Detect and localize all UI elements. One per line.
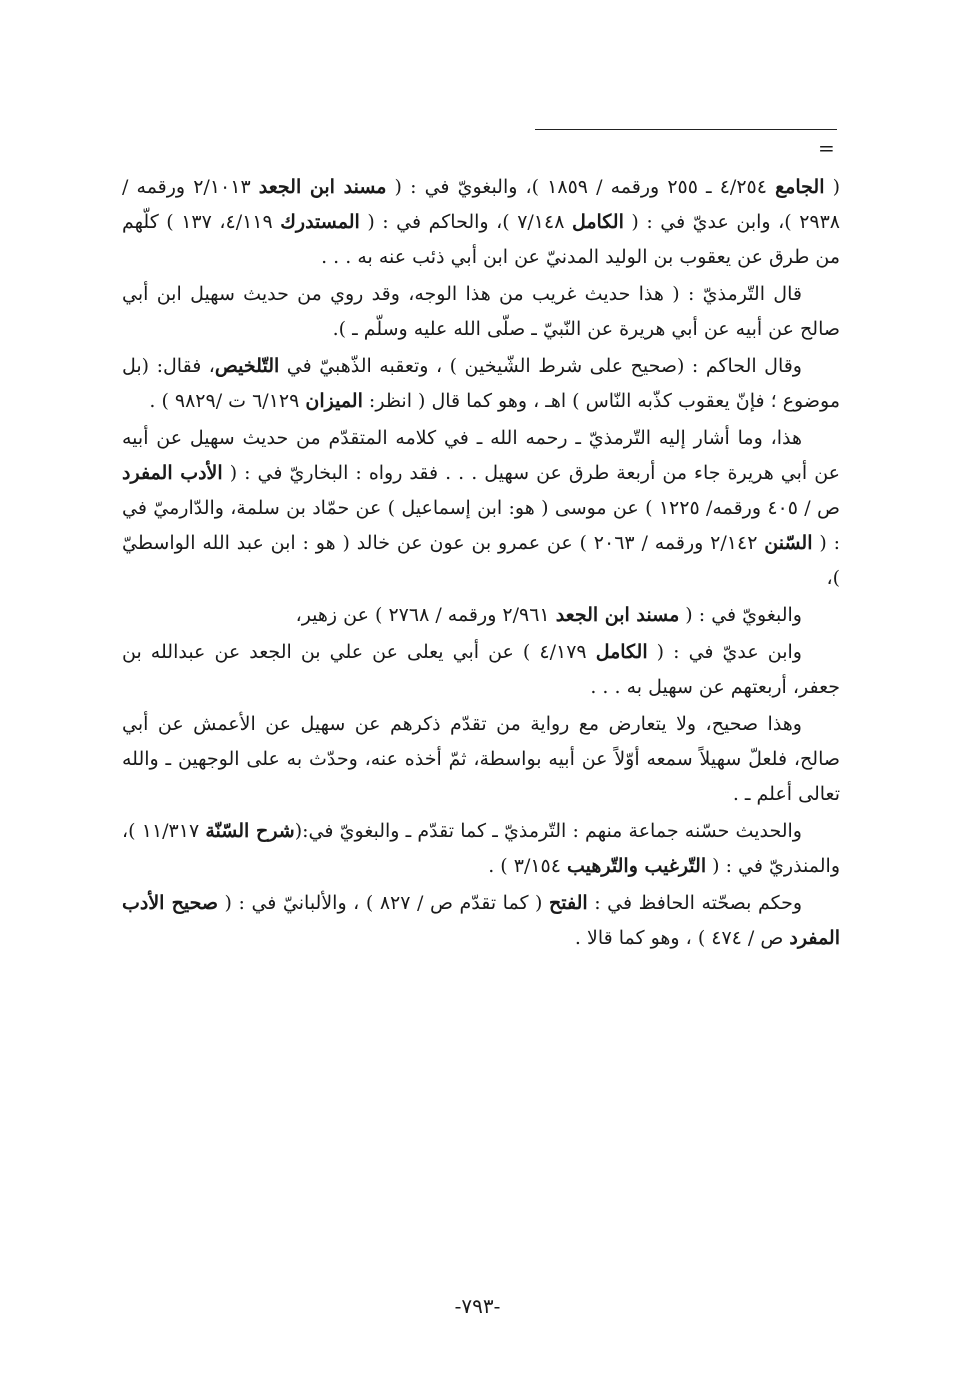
paragraph bbox=[122, 349, 840, 419]
text-segment: وابن عديّ في : ( bbox=[647, 641, 802, 663]
paragraph bbox=[122, 814, 840, 884]
continuation-mark: = bbox=[818, 136, 835, 160]
text-segment: ( كما تقدّم ص / ٨٢٧ ) ، والألبانيّ في : ( bbox=[217, 892, 549, 914]
text-segment: ، فقال: (بل موضوع ؛ فإنّ يعقوب كذّبه النّاس ) اهـ ، وهو كما قال ( انظر: bbox=[122, 355, 840, 412]
paragraph bbox=[122, 277, 840, 347]
text-segment: ٢/١٠١٣ ورقمه / ٢٩٣٨ )، وابن عديّ في : ( bbox=[122, 176, 841, 233]
text-segment: ٤/١١٩، ١٣٧ ) كلّهم من طرق عن يعقوب بن الوليد المدنيّ عن ابن أبي ذئب عنه به . . . bbox=[122, 211, 840, 268]
text-segment: ص / ٤٠٥ ورقمه/ ١٢٢٥ ) عن موسى ( هو: ابن إسماعيل ) عن حمّاد بن سلمة، والدّارميّ في : ( bbox=[122, 497, 841, 554]
citation-title: الأدب المفرد bbox=[122, 462, 223, 484]
citation-title: الفتح bbox=[549, 892, 588, 914]
citation-title: التّلخيص bbox=[214, 355, 280, 377]
paragraph bbox=[122, 707, 840, 812]
text-segment: ٣/١٥٤ ) . bbox=[488, 855, 568, 877]
citation-title: الجامع bbox=[775, 176, 825, 198]
text-segment: ٢/٩٦١ ورقمه / ٢٧٦٨ ) عن زهير، bbox=[295, 604, 556, 626]
text-segment: ٧/١٤٨ )، والحاكم في : ( bbox=[359, 211, 572, 233]
citation-title: الميزان bbox=[305, 390, 363, 412]
text-segment: والبغويّ في : ( bbox=[679, 604, 802, 626]
paragraph bbox=[122, 421, 840, 596]
text-segment: ص / ٤٧٤ ) ، وهو كما قالا . bbox=[574, 927, 790, 949]
footnote-separator-rule bbox=[535, 129, 837, 130]
citation-title: التّرغيب والتّرهيب bbox=[567, 855, 707, 877]
page-number: -٧٩٣- bbox=[454, 1294, 501, 1318]
text-segment: ٢/١٤٢ ورقمه / ٢٠٦٣ ) عن عمرو بن عون عن خالد ( هو : ابن عبد الله الواسطيّ )، bbox=[122, 532, 840, 589]
text-segment: ٦/١٢٩ ت /٩٨٢٩ ) . bbox=[149, 390, 306, 412]
citation-title: الكامل bbox=[595, 641, 648, 663]
footnote-text-block bbox=[122, 170, 840, 958]
paragraph bbox=[122, 635, 840, 705]
paragraph bbox=[122, 886, 840, 956]
citation-title: شرح السّنّة bbox=[205, 820, 295, 842]
citation-title: السّنن bbox=[764, 532, 813, 554]
text-segment: وهذا صحيح، ولا يتعارض مع رواية من تقدّم ذكرهم عن سهيل عن الأعمش عن أبي صالح، فلعلّ سهيلاً سمعه أوّلاً عن أبيه بواسطة، ثمّ أخذه عنه، وحدّث به على الوجهين ـ والله تعالى أعلم ـ . bbox=[122, 713, 840, 805]
citation-title: مسند ابن الجعد bbox=[258, 176, 387, 198]
text-segment: ( bbox=[824, 176, 840, 198]
citation-title: المستدرك bbox=[280, 211, 360, 233]
text-segment: وحكم بصحّته الحافظ في : bbox=[587, 892, 802, 914]
text-segment: والحديث حسّنه جماعة منهم : التّرمذيّ ـ كما تقدّم ـ والبغويّ في:( bbox=[294, 820, 802, 842]
paragraph bbox=[122, 598, 840, 633]
citation-title: الكامل bbox=[571, 211, 624, 233]
text-segment: ٤/٢٥٤ ـ ٢٥٥ ورقمه / ١٨٥٩ )، والبغويّ في : ( bbox=[386, 176, 776, 198]
paragraph bbox=[122, 170, 840, 275]
text-segment: وقال الحاكم : (صحيح على شرط الشّيخين ) ، وتعقبه الذّهبيّ في bbox=[279, 355, 802, 377]
citation-title: مسند ابن الجعد bbox=[555, 604, 680, 626]
citation-title: صحيح الأدب المفرد bbox=[122, 892, 840, 949]
text-segment: قال التّرمذيّ : ( هذا حديث غريب من هذا الوجه، وقد روي من حديث سهيل ابن أبي صالح عن أبيه عن أبي هريرة عن النّبيّ ـ صلّى الله عليه وسلّم ـ ). bbox=[122, 283, 840, 340]
text-segment: هذا، وما أشار إليه التّرمذيّ ـ رحمه الله ـ في كلامه المتقدّم من حديث سهيل عن أبيه عن أبي هريرة جاء من أربعة طرق عن سهيل . . . فقد رواه : البخاريّ في : ( bbox=[122, 427, 840, 484]
text-segment: ١١/٣١٧ )، والمنذريّ في : ( bbox=[122, 820, 840, 877]
text-segment: ٤/١٧٩ ) عن أبي يعلى عن علي بن الجعد عن عبدالله بن جعفر، أربعتهم عن سهيل به . . . bbox=[122, 641, 840, 698]
